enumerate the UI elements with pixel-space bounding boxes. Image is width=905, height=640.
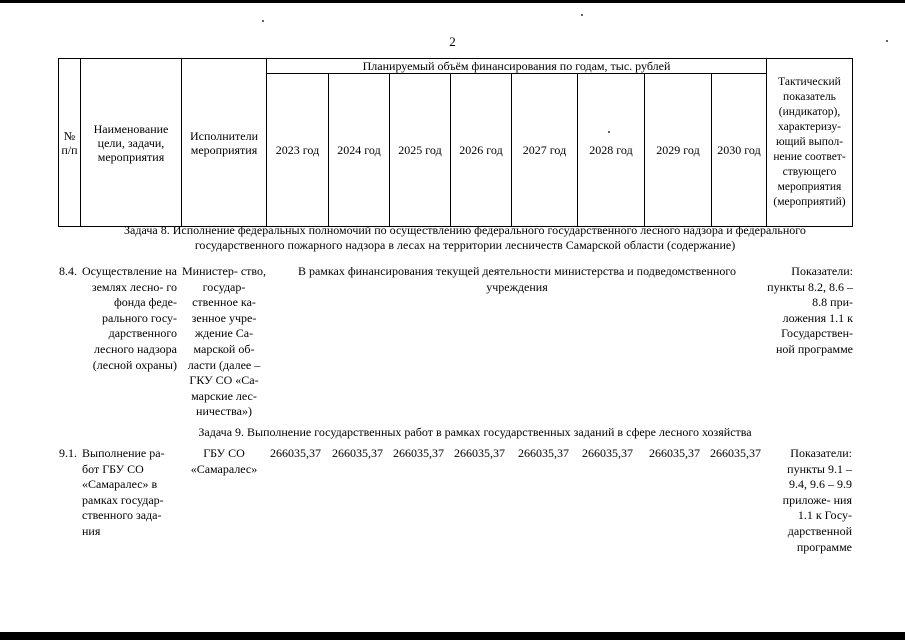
header-num: № п/п — [59, 59, 81, 227]
scan-bottom-edge — [0, 632, 905, 640]
row84-funding: В рамках финансирования текущей деятельности министерства и подведомственного учреждения — [297, 264, 737, 294]
row84-executor: Министер- ство, государ- ственное ка- зенное учре- ждение Са- марской об- ласти (далее – ГКУ СО «Са- марские лес- ничества») — [182, 264, 266, 419]
row91-value: 266035,37 — [454, 446, 505, 460]
row91-value: 266035,37 — [518, 446, 569, 460]
row91-executor: ГБУ СО «Самаралес» — [190, 446, 258, 476]
scan-speck — [262, 20, 264, 22]
row91-num: 9.1. — [59, 446, 77, 460]
row91-value: 266035,37 — [582, 446, 633, 460]
header-year: 2029 год — [645, 74, 712, 227]
task9-title: Задача 9. Выполнение государственных работ в рамках государственных заданий в сфере лесного хозяйства — [198, 425, 752, 439]
row91-value: 266035,37 — [393, 446, 444, 460]
header-year: 2027 год — [512, 74, 578, 227]
header-year: 2024 год — [329, 74, 390, 227]
header-executors: Исполнители мероприятия — [182, 59, 267, 227]
row84-num: 8.4. — [59, 264, 77, 278]
header-indicator: Тактический показатель (индикатор), характеризу- ющий выпол- нение соответ- ствующего мероприятия (мероприятий) — [767, 59, 853, 227]
header-funding: Планируемый объём финансирования по годам, тыс. рублей — [267, 59, 767, 74]
page-number: 2 — [449, 34, 456, 49]
row91-value: 266035,37 — [270, 446, 321, 460]
row91-value: 266035,37 — [710, 446, 761, 460]
header-year: 2028 год — [578, 74, 645, 227]
row91-indicator: Показатели: пункты 9.1 – 9.4, 9.6 – 9.9 приложе- ния 1.1 к Госу- дарственной программе — [782, 446, 852, 554]
row91-value: 266035,37 — [649, 446, 700, 460]
row84-name: Осуществление на землях лесно- го фонда феде- рального госу- дарственного лесного надзора (лесной охраны) — [81, 264, 177, 372]
row91-name: Выполнение ра- бот ГБУ СО «Самаралес» в рамках государ- ственного зада- ния — [82, 446, 165, 538]
row91-value: 266035,37 — [332, 446, 383, 460]
scan-speck — [581, 14, 583, 16]
row84-indicator: Показатели: пункты 8.2, 8.6 – 8.8 при- ложения 1.1 к Государствен- ной программе — [767, 264, 853, 356]
header-year: 2030 год — [712, 74, 767, 227]
header-year: 2026 год — [451, 74, 512, 227]
task8-title: Задача 8. Исполнение федеральных полномочий по осуществлению федерального государственного лесного надзора и федерального государственного пожарного надзора в лесах на территории лесничеств Самарской области (содержание) — [124, 223, 806, 252]
header-name: Наименование цели, задачи, мероприятия — [81, 59, 182, 227]
header-year: 2023 год — [267, 74, 329, 227]
header-table — [58, 58, 853, 227]
header-year: 2025 год — [390, 74, 451, 227]
scan-top-edge — [0, 0, 905, 3]
